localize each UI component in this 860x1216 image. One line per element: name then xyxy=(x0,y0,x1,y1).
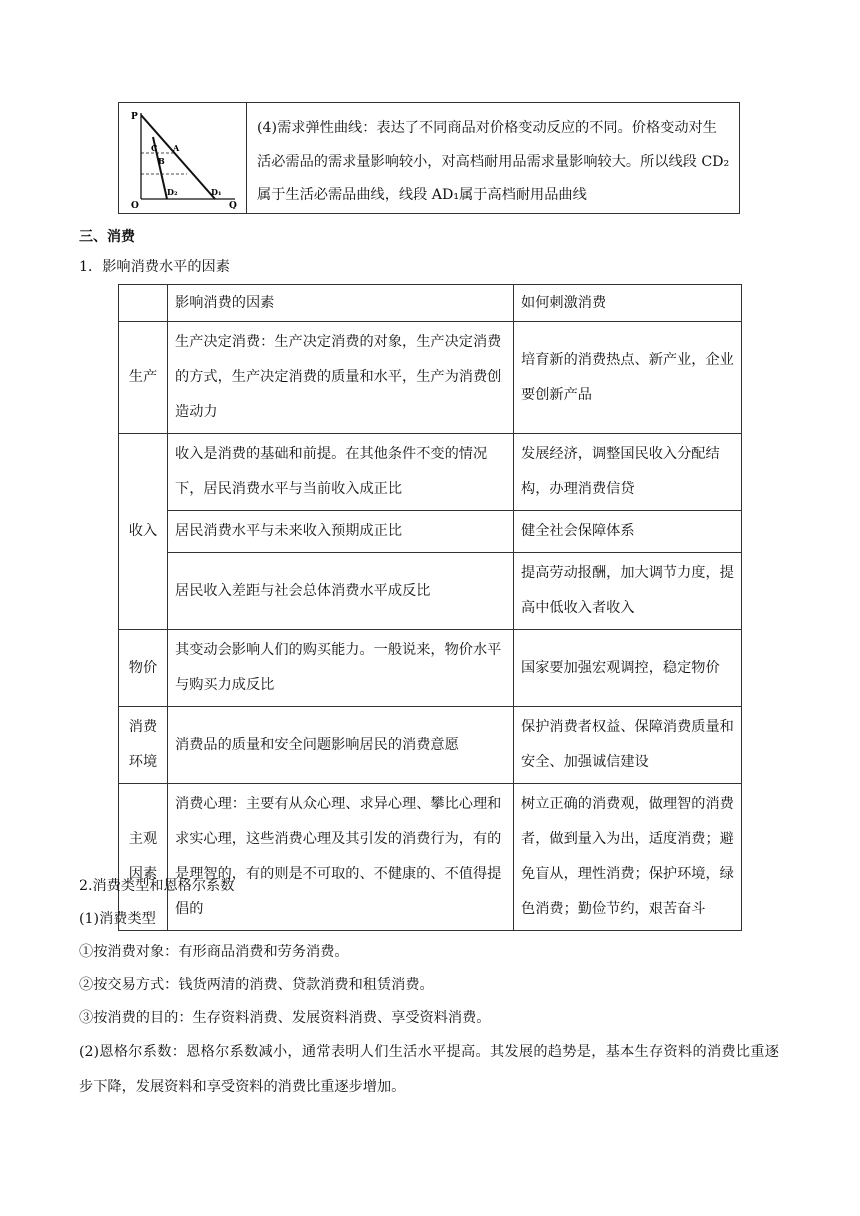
table-header-row xyxy=(119,285,742,322)
demand-elasticity-box xyxy=(118,102,740,214)
category-cell: 消费环境 xyxy=(119,707,168,784)
measure-cell: 树立正确的消费观，做理智的消费者，做到量入为出，适度消费；避免盲从，理性消费；保护环境，绿色消费；勤俭节约，艰苦奋斗 xyxy=(514,784,742,931)
category-cell: 物价 xyxy=(119,630,168,707)
table-row xyxy=(119,784,742,931)
demand-elasticity-text: (4)需求弹性曲线：表达了不同商品对价格变动反应的不同。价格变动对生活必需品的需求量影响较小，对高档耐用品需求量影响较大。所以线段 CD₂属于生活必需品曲线，线段 AD₁属于高档耐用品曲线 xyxy=(257,120,730,203)
factor-cell: 消费品的质量和安全问题影响居民的消费意愿 xyxy=(168,707,514,784)
engel-coefficient-paragraph: (2)恩格尔系数：恩格尔系数减小，通常表明人们生活水平提高。其发展的趋势是，基本生存资料的消费比重逐步下降，发展资料和享受资料的消费比重逐步增加。 xyxy=(79,1044,779,1095)
factor-cell: 消费心理：主要有从众心理、求异心理、攀比心理和求实心理，这些消费心理及其引发的消费行为，有的是理智的，有的则是不可取的、不健康的、不值得提倡的 xyxy=(168,784,514,931)
table-row xyxy=(119,707,742,784)
factor-cell: 生产决定消费：生产决定消费的对象，生产决定消费的方式，生产决定消费的质量和水平，生产为消费创造动力 xyxy=(168,322,514,434)
type-item-3: ③按消费的目的：生存资料消费、发展资料消费、享受资料消费。 xyxy=(79,1010,491,1026)
demand-curve-figure xyxy=(119,103,247,213)
origin-label: O xyxy=(131,201,139,209)
factor-cell: 居民消费水平与未来收入预期成正比 xyxy=(168,511,514,553)
measure-cell: 发展经济，调整国民收入分配结构，办理消费信贷 xyxy=(514,434,742,511)
section-heading: 三、消费 xyxy=(79,229,135,245)
category-cell: 收入 xyxy=(119,434,168,630)
type-item-1: ①按消费对象：有形商品消费和劳务消费。 xyxy=(79,944,349,960)
measure-cell: 国家要加强宏观调控，稳定物价 xyxy=(514,630,742,707)
point-d1-label: D₁ xyxy=(211,187,222,197)
header-cell-empty xyxy=(119,285,168,322)
p-axis-label: P xyxy=(131,112,138,122)
table-row xyxy=(119,630,742,707)
consumption-factors-table xyxy=(118,284,742,931)
table-row xyxy=(119,511,742,553)
demand-curve-diagram xyxy=(123,107,243,209)
measure-cell: 保护消费者权益、保障消费质量和安全、加强诚信建设 xyxy=(514,707,742,784)
factor-cell: 收入是消费的基础和前提。在其他条件不变的情况下，居民消费水平与当前收入成正比 xyxy=(168,434,514,511)
category-cell: 主观因素 xyxy=(119,784,168,931)
type-item-2: ②按交易方式：钱货两清的消费、贷款消费和租赁消费。 xyxy=(79,977,434,993)
subheading-consumption-factors: 1．影响消费水平的因素 xyxy=(79,259,230,275)
table-row xyxy=(119,322,742,434)
point-b-label: B xyxy=(158,156,165,166)
table-row xyxy=(119,434,742,511)
header-cell-measure: 如何刺激消费 xyxy=(514,285,742,322)
header-cell-factor: 影响消费的因素 xyxy=(168,285,514,322)
factor-cell: 其变动会影响人们的购买能力。一般说来，物价水平与购买力成反比 xyxy=(168,630,514,707)
measure-cell: 培育新的消费热点、新产业，企业要创新产品 xyxy=(514,322,742,434)
subheading-consumption-types: 2.消费类型和恩格尔系数 xyxy=(79,878,235,894)
table-row xyxy=(119,553,742,630)
category-cell: 生产 xyxy=(119,322,168,434)
measure-cell: 健全社会保障体系 xyxy=(514,511,742,553)
types-heading: (1)消费类型 xyxy=(79,911,156,927)
point-a-label: A xyxy=(173,143,180,153)
factor-cell: 居民收入差距与社会总体消费水平成反比 xyxy=(168,553,514,630)
measure-cell: 提高劳动报酬，加大调节力度，提高中低收入者收入 xyxy=(514,553,742,630)
q-axis-label: Q xyxy=(229,201,237,209)
point-c-label: C xyxy=(151,143,158,153)
point-d2-label: D₂ xyxy=(167,187,178,197)
